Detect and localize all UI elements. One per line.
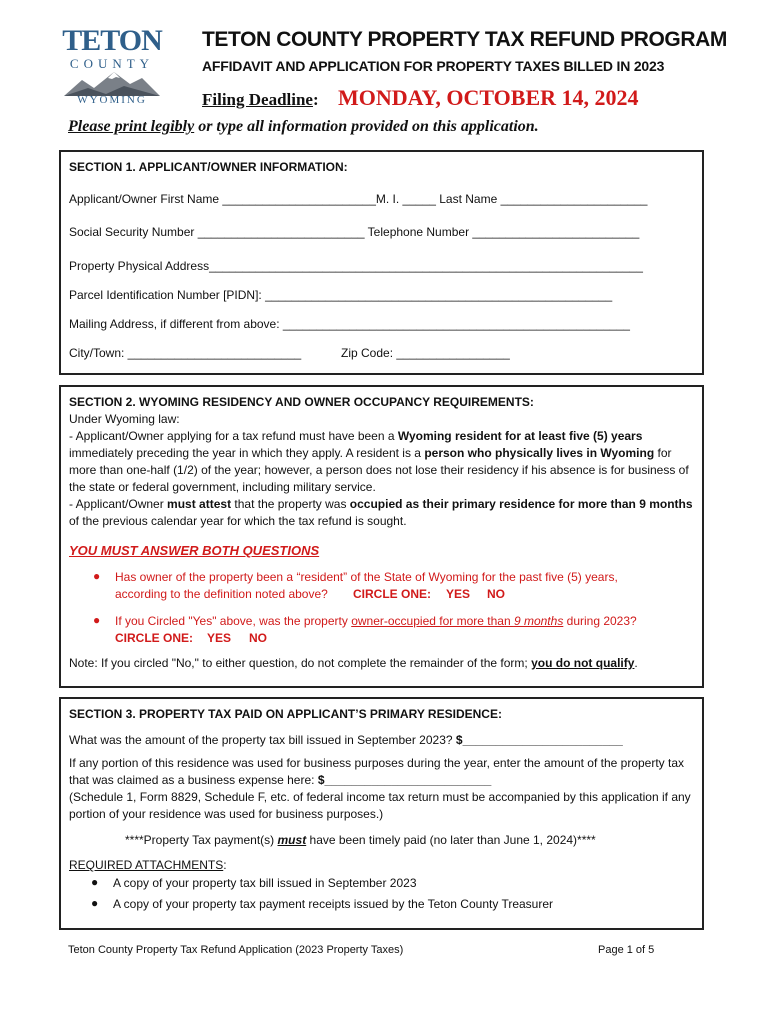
print-legibly-rest: or type all information provided on this application.	[194, 118, 539, 135]
tax-bill-amount-field[interactable]: $________________________	[455, 733, 623, 747]
question-1-line-2: according to the definition noted above?	[115, 587, 328, 601]
schedule-note: (Schedule 1, Form 8829, Schedule F, etc. of federal income tax return must be accompanied by this application if any portion of your residence was used for business purposes.)	[69, 790, 691, 821]
question-2-text-a: If you Circled "Yes" above, was the property	[115, 614, 352, 628]
disqualify-note	[69, 655, 638, 672]
tax-bill-question-text: What was the amount of the property tax bill issued in September 2023?	[69, 733, 456, 747]
footer-document-title: Teton County Property Tax Refund Application (2023 Property Taxes)	[68, 944, 404, 956]
print-legibly-note	[68, 118, 539, 136]
pidn-field[interactable]: Parcel Identification Number [PIDN]: ____________________________________________________	[69, 288, 613, 302]
applicant-name-field[interactable]: Applicant/Owner First Name _______________________M. I. _____ Last Name ______________________	[69, 192, 648, 206]
occupancy-text-e: of the previous calendar year for which the tax refund is sought.	[69, 514, 407, 528]
section-2-box	[59, 385, 704, 688]
attachment-item: A copy of your property tax bill issued in September 2023	[113, 876, 417, 890]
residency-text-a: - Applicant/Owner applying for a tax refund must have been a	[69, 429, 398, 443]
logo-line-county: COUNTY	[69, 56, 155, 71]
zip-code-field[interactable]: Zip Code: _________________	[341, 346, 510, 360]
residency-paragraph	[69, 428, 694, 496]
question-2-text-d: during 2023?	[563, 614, 637, 628]
property-address-field[interactable]: Property Physical Address_________________________________________________________________	[69, 259, 643, 273]
form-title: TETON COUNTY PROPERTY TAX REFUND PROGRAM	[202, 28, 727, 51]
attachment-item: A copy of your property tax payment receipts issued by the Teton County Treasurer	[113, 897, 554, 911]
question-1-no-option[interactable]: NO	[487, 587, 505, 601]
residency-text-c: immediately preceding the year in which they apply. A resident is a	[69, 446, 425, 460]
section-3-box	[59, 697, 704, 930]
question-2-line-1	[115, 613, 637, 630]
occupancy-paragraph	[69, 496, 694, 530]
occupancy-text-a: - Applicant/Owner	[69, 497, 168, 511]
under-wyoming-law: Under Wyoming law:	[69, 412, 180, 426]
payment-text-b: have been timely paid (no later than June 1, 2024)****	[306, 833, 596, 847]
footer-page-number: Page 1 of 5	[598, 944, 655, 956]
filing-deadline-date: MONDAY, OCTOBER 14, 2024	[338, 85, 639, 110]
business-use-paragraph	[69, 755, 694, 789]
form-subtitle: AFFIDAVIT AND APPLICATION FOR PROPERTY TAXES BILLED IN 2023	[202, 58, 665, 74]
question-2-yes-option[interactable]: YES	[207, 631, 232, 645]
filing-deadline-label: Filing Deadline	[202, 90, 313, 109]
section-1-heading: SECTION 1. APPLICANT/OWNER INFORMATION:	[69, 160, 348, 174]
note-text-c: .	[634, 656, 638, 670]
question-1-circle-one: CIRCLE ONE:	[353, 587, 431, 601]
mailing-address-field[interactable]: Mailing Address, if different from above: ____________________________________________________	[69, 317, 630, 331]
section-1-box	[59, 150, 704, 375]
required-attachments-label	[69, 857, 227, 874]
note-text-a: Note: If you circled "No," to either question, do not complete the remainder of the form;	[69, 656, 532, 670]
bullet-icon: ●	[91, 875, 99, 889]
business-use-text: If any portion of this residence was used for business purposes during the year, enter the amount of the property tax that was claimed as a business expense here:	[69, 756, 685, 787]
ssn-telephone-field[interactable]: Social Security Number _________________________ Telephone Number _________________________	[69, 225, 640, 239]
residency-text-e: for more than one-half (1/2) of the year; however, a person does not lose their residency if his absence is for business of the state or federal government, including military service.	[69, 446, 689, 494]
bullet-icon: ●	[93, 569, 101, 583]
tax-bill-amount-question	[69, 732, 623, 749]
section-2-heading: SECTION 2. WYOMING RESIDENCY AND OWNER OCCUPANCY REQUIREMENTS:	[69, 395, 534, 409]
payment-text-must: must	[277, 833, 307, 847]
business-expense-field[interactable]: $_________________________	[317, 773, 492, 787]
residency-text-d: person who physically lives in Wyoming	[424, 446, 655, 460]
timely-payment-note	[125, 832, 596, 849]
required-attachments-text: REQUIRED ATTACHMENTS	[69, 858, 224, 872]
logo-line-wyoming: WYOMING	[77, 94, 147, 106]
question-2-text-b: owner-occupied for more than	[351, 614, 514, 628]
section-3-heading: SECTION 3. PROPERTY TAX PAID ON APPLICANT’S PRIMARY RESIDENCE:	[69, 707, 502, 721]
question-1-yes-option[interactable]: YES	[446, 587, 471, 601]
payment-text-a: ****Property Tax payment(s)	[125, 833, 278, 847]
occupancy-text-c: that the property was	[231, 497, 350, 511]
city-town-field[interactable]: City/Town: __________________________	[69, 346, 302, 360]
must-answer-heading: YOU MUST ANSWER BOTH QUESTIONS	[69, 543, 320, 558]
mountain-icon	[64, 70, 160, 96]
bullet-icon: ●	[91, 896, 99, 910]
teton-county-logo	[62, 26, 162, 108]
required-attachments-colon: :	[223, 858, 227, 872]
question-2-text-c: 9 months	[513, 614, 564, 628]
note-text-b: you do not qualify	[531, 656, 635, 670]
question-2-circle-one: CIRCLE ONE:	[115, 631, 193, 645]
question-2-no-option[interactable]: NO	[249, 631, 267, 645]
occupancy-text-d: occupied as their primary residence for more than 9 months	[349, 497, 693, 511]
logo-line-teton: TETON	[62, 24, 162, 57]
print-legibly-underlined: Please print legibly	[68, 118, 195, 135]
occupancy-text-b: must attest	[167, 497, 232, 511]
bullet-icon: ●	[93, 613, 101, 627]
residency-text-b: Wyoming resident for at least five (5) years	[397, 429, 643, 443]
filing-deadline-colon: :	[313, 90, 319, 109]
question-1-line-1: Has owner of the property been a “resident” of the State of Wyoming for the past five (5) years,	[115, 570, 618, 584]
